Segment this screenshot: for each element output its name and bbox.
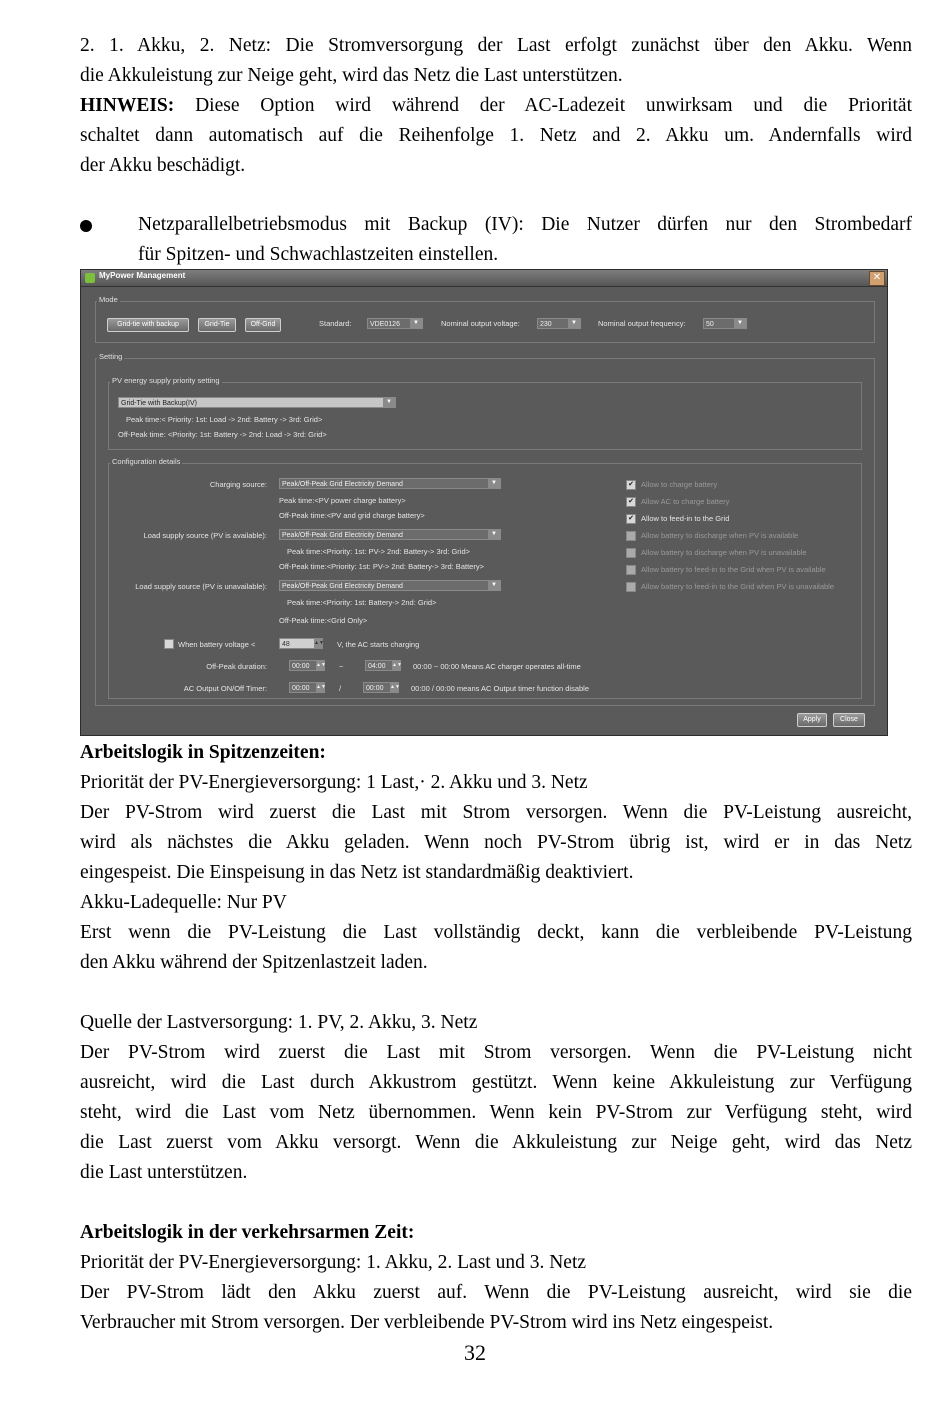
chevron-down-icon: ▼ <box>488 530 500 539</box>
standard-label: Standard: <box>319 319 352 328</box>
hinweis-label: HINWEIS: <box>80 95 175 116</box>
charging-source-select[interactable] <box>279 478 501 489</box>
ac-output-from-value: 00:00 <box>292 685 310 692</box>
heading-text: Arbeitslogik in der verkehrsarmen Zeit: <box>80 1222 415 1243</box>
battery-feed-in-pv-unavailable-checkbox[interactable] <box>626 582 636 592</box>
offpeak-note: 00:00 ~ 00:00 Means AC charger operates all-time <box>413 662 581 671</box>
chevron-down-icon: ▼ <box>383 398 395 407</box>
grid-tie-backup-button[interactable]: Grid-tie with backup <box>107 318 189 332</box>
spinner-icon: ▲▼ <box>316 662 326 668</box>
battery-voltage-label: When battery voltage < <box>178 640 256 649</box>
load-source-section <box>80 1008 912 1188</box>
pv-priority-value: Grid-Tie with Backup(IV) <box>121 400 197 407</box>
ac-output-from-input[interactable] <box>289 682 325 693</box>
offpeak-to-input[interactable] <box>365 660 401 671</box>
text-line: wird als nächstes die Akku geladen. Wenn noch PV-Strom übrig ist, wird er in das Netz <box>80 832 912 853</box>
pv-priority-select[interactable] <box>118 397 396 408</box>
window-titlebar <box>81 270 887 287</box>
text-line: Der PV-Strom lädt den Akku zuerst auf. Wenn die PV-Leistung ausreicht, wird sie die <box>80 1282 912 1303</box>
charging-offpeak-text: Off-Peak time:<PV and grid charge battery> <box>279 511 425 520</box>
chevron-down-icon: ▼ <box>734 319 746 328</box>
ac-output-note: 00:00 / 00:00 means AC Output timer function disable <box>411 684 590 693</box>
text-line: Akku-Ladequelle: Nur PV <box>80 892 287 913</box>
allow-charge-battery-checkbox[interactable]: ✔ <box>626 480 636 490</box>
spinner-icon: ▲▼ <box>390 684 400 690</box>
offpeak-duration-label: Off-Peak duration: <box>206 662 267 671</box>
spinner-icon: ▲▼ <box>392 662 402 668</box>
chevron-down-icon: ▼ <box>410 319 422 328</box>
load-unavailable-value: Peak/Off-Peak Grid Electricity Demand <box>282 583 403 590</box>
offpeak-tilde: ~ <box>339 662 344 671</box>
spinner-icon: ▲▼ <box>314 640 324 646</box>
battery-voltage-checkbox[interactable] <box>164 639 174 649</box>
text-line: Quelle der Lastversorgung: 1. PV, 2. Akku, 3. Netz <box>80 1012 478 1033</box>
voltage-value: 230 <box>540 321 552 328</box>
grid-tie-button[interactable]: Grid-Tie <box>198 318 236 332</box>
text-line: für Spitzen- und Schwachlastzeiten einstellen. <box>138 244 499 265</box>
load-unavailable-select[interactable] <box>279 580 501 591</box>
text-line: die Last unterstützen. <box>80 1162 248 1183</box>
checkbox-label: Allow battery to feed-in to the Grid when PV is available <box>641 565 826 574</box>
frequency-label: Nominal output frequency: <box>598 319 686 328</box>
apply-button[interactable]: Apply <box>797 713 827 727</box>
battery-voltage-value: 48 <box>282 641 290 648</box>
battery-discharge-pv-unavailable-checkbox[interactable] <box>626 548 636 558</box>
chevron-down-icon: ▼ <box>568 319 580 328</box>
app-icon <box>85 273 95 283</box>
section-heading <box>80 738 912 768</box>
load-available-select[interactable] <box>279 529 501 540</box>
mypower-window <box>80 269 888 736</box>
checkbox-label: Allow AC to charge battery <box>641 497 730 506</box>
text-line: Netzparallelbetriebsmodus mit Backup (IV): Die Nutzer dürfen nur den Strombedarf <box>138 214 912 235</box>
load-unavailable-offpeak-text: Off-Peak time:<Grid Only> <box>279 616 368 625</box>
text-line: Priorität der PV-Energieversorgung: 1. Akku, 2. Last und 3. Netz <box>80 1252 587 1273</box>
off-grid-button[interactable]: Off-Grid <box>245 318 281 332</box>
ac-output-label: AC Output ON/Off Timer: <box>183 684 267 693</box>
load-available-offpeak-text: Off-Peak time:<Priority: 1st: PV-> 2nd: Battery-> 3rd: Battery> <box>279 562 484 571</box>
text-line: eingespeist. Die Einspeisung in das Netz ist standardmäßig deaktiviert. <box>80 862 634 883</box>
hinweis-text: Diese Option wird während der AC-Ladezeit unwirksam und die Priorität <box>174 95 912 116</box>
text-line: steht, wird die Last vom Netz übernommen. Wenn kein PV-Strom zur Verfügung steht, wird <box>80 1102 912 1123</box>
text-line: die Akkuleistung zur Neige geht, wird das Netz die Last unterstützen. <box>80 65 623 86</box>
offpeak-from-value: 00:00 <box>292 663 310 670</box>
allow-feed-in-checkbox[interactable]: ✔ <box>626 514 636 524</box>
load-available-value: Peak/Off-Peak Grid Electricity Demand <box>282 532 403 539</box>
text-line: 2. 1. Akku, 2. Netz: Die Stromversorgung der Last erfolgt zunächst über den Akku. Wenn <box>80 35 912 56</box>
ac-output-to-value: 00:00 <box>366 685 384 692</box>
text-line: Priorität der PV-Energieversorgung: 1 Last,· 2. Akku und 3. Netz <box>80 772 588 793</box>
standard-value: VDE0126 <box>370 321 400 328</box>
text-line: Verbraucher mit Strom versorgen. Der verbleibende PV-Strom wird ins Netz eingespeist. <box>80 1312 774 1333</box>
text-line: Der PV-Strom wird zuerst die Last mit Strom versorgen. Wenn die PV-Leistung nicht <box>80 1042 912 1063</box>
ac-output-to-input[interactable] <box>363 682 399 693</box>
peak-logic-section <box>80 738 912 978</box>
offpeak-from-input[interactable] <box>289 660 325 671</box>
voltage-label: Nominal output voltage: <box>441 319 520 328</box>
frequency-select[interactable] <box>703 318 747 329</box>
offpeak-logic-section <box>80 1218 912 1338</box>
heading-text: Arbeitslogik in Spitzenzeiten: <box>80 742 326 763</box>
text-line: Der PV-Strom wird zuerst die Last mit Strom versorgen. Wenn die PV-Leistung ausreicht, <box>80 802 912 823</box>
bullet-paragraph <box>138 210 912 270</box>
chevron-down-icon: ▼ <box>488 479 500 488</box>
checkbox-label: Allow battery to discharge when PV is unavailable <box>641 548 807 557</box>
checkbox-label: Allow battery to discharge when PV is available <box>641 531 799 540</box>
mode-label: Mode <box>99 295 118 304</box>
top-paragraph <box>80 31 912 181</box>
pv-peak-text: Peak time:< Priority: 1st: Load -> 2nd: Battery -> 3rd: Grid> <box>126 415 323 424</box>
charging-source-label: Charging source: <box>209 480 267 489</box>
checkbox-label: Allow to feed-in to the Grid <box>641 514 730 523</box>
standard-select[interactable] <box>367 318 423 329</box>
pv-priority-label: PV energy supply priority setting <box>112 376 220 385</box>
configuration-label: Configuration details <box>112 457 181 466</box>
offpeak-to-value: 04:00 <box>368 663 386 670</box>
load-available-label: Load supply source (PV is available): <box>143 531 267 540</box>
window-title: MyPower Management <box>99 271 186 280</box>
close-button[interactable]: Close <box>833 713 865 727</box>
allow-ac-charge-checkbox[interactable]: ✔ <box>626 497 636 507</box>
text-line: Erst wenn die PV-Leistung die Last vollständig deckt, kann die verbleibende PV-Leistung <box>80 922 912 943</box>
section-heading <box>80 1218 912 1248</box>
charging-peak-text: Peak time:<PV power charge battery> <box>279 496 406 505</box>
text-line <box>80 91 912 121</box>
checkbox-label: Allow battery to feed-in to the Grid when PV is unavailable <box>641 582 835 591</box>
text-line: den Akku während der Spitzenlastzeit laden. <box>80 952 428 973</box>
battery-feed-in-pv-available-checkbox[interactable] <box>626 565 636 575</box>
ac-output-slash: / <box>339 684 342 693</box>
checkbox-label: Allow to charge battery <box>641 480 718 489</box>
close-icon[interactable]: ✕ <box>869 271 885 286</box>
setting-label: Setting <box>99 352 123 361</box>
text-line: schaltet dann automatisch auf die Reihenfolge 1. Netz and 2. Akku um. Andernfalls wird <box>80 125 912 146</box>
text-line: der Akku beschädigt. <box>80 155 246 176</box>
charging-source-value: Peak/Off-Peak Grid Electricity Demand <box>282 481 403 488</box>
battery-voltage-suffix: V, the AC starts charging <box>337 640 420 649</box>
bullet-icon <box>80 220 92 232</box>
load-unavailable-label: Load supply source (PV is unavailable): <box>135 582 267 591</box>
spinner-icon: ▲▼ <box>316 684 326 690</box>
load-available-peak-text: Peak time:<Priority: 1st: PV-> 2nd: Battery-> 3rd: Grid> <box>287 547 470 556</box>
chevron-down-icon: ▼ <box>488 581 500 590</box>
page-number: 32 <box>464 1340 486 1365</box>
text-line: ausreicht, wird die Last durch Akkustrom gestützt. Wenn keine Akkuleistung zur Verfügung <box>80 1072 912 1093</box>
frequency-value: 50 <box>706 321 714 328</box>
battery-discharge-pv-available-checkbox[interactable] <box>626 531 636 541</box>
text-line: die Last zuerst vom Akku versorgt. Wenn die Akkuleistung zur Neige geht, wird das Netz <box>80 1132 912 1153</box>
load-unavailable-peak-text: Peak time:<Priority: 1st: Battery-> 2nd: Grid> <box>287 598 437 607</box>
voltage-select[interactable] <box>537 318 581 329</box>
pv-offpeak-text: Off-Peak time: <Priority: 1st: Battery -> 2nd: Load -> 3rd: Grid> <box>118 430 327 439</box>
battery-voltage-input[interactable] <box>279 638 323 649</box>
